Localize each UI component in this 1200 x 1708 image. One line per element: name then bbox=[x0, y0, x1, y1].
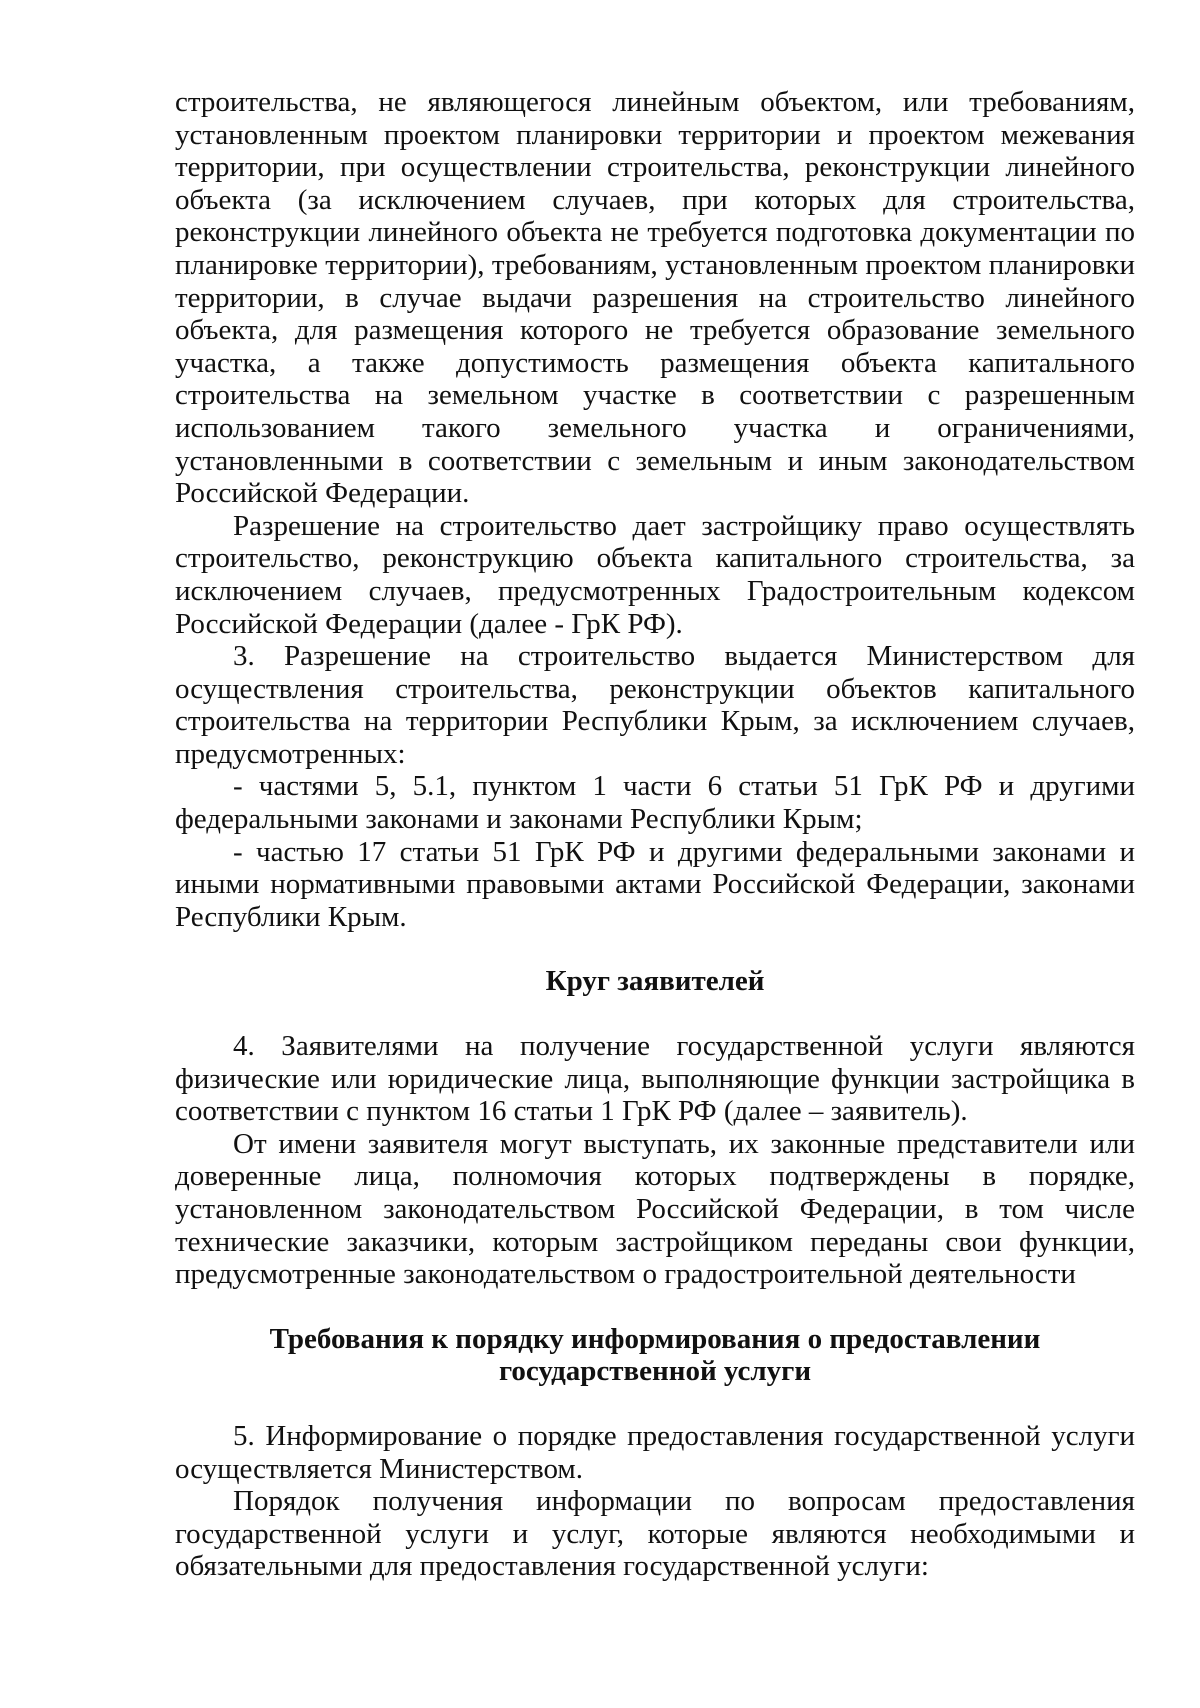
paragraph-list-item-2: - частью 17 статьи 51 ГрК РФ и другими федеральными законами и иными нормативными правовыми актами Российской Федерации, законами Республики Крым. bbox=[175, 835, 1135, 933]
spacer bbox=[175, 998, 1135, 1030]
paragraph-item-4: 4. Заявителями на получение государственной услуги являются физические или юридические лица, выполняющие функции застройщика в соответствии с пунктом 16 статьи 1 ГрК РФ (далее – заявитель). bbox=[175, 1030, 1135, 1128]
section-heading-informing-line-2: государственной услуги bbox=[498, 1355, 812, 1388]
document-body bbox=[175, 86, 1135, 1583]
spacer bbox=[175, 933, 1135, 965]
paragraph-list-item-1: - частями 5, 5.1, пунктом 1 части 6 статьи 51 ГрК РФ и другими федеральными законами и законами Республики Крым; bbox=[175, 770, 1135, 836]
paragraph-continuation: строительства, не являющегося линейным объектом, или требованиям, установленным проектом планировки территории и проектом межевания территории, при осуществлении строительства, реконструкции линейного объекта (за исключением случаев, при которых для строительства, реконструкции линейного объекта не требуется подготовка документации по планировке территории), требованиям, установленным проектом планировки территории, в случае выдачи разрешения на строительство линейного объекта, для размещения которого не требуется образование земельного участка, а также допустимость размещения объекта капитального строительства на земельном участке в соответствии с разрешенным использованием такого земельного участка и ограничениями, установленными в соответствии с земельным и иным законодательством Российской Федерации. bbox=[175, 86, 1135, 510]
section-heading-applicants: Круг заявителей bbox=[545, 965, 765, 998]
paragraph-representatives: От имени заявителя могут выступать, их законные представители или доверенные лица, полномочия которых подтверждены в порядке, установленном законодательством Российской Федерации, в том числе технические заказчики, которым застройщиком переданы свои функции, предусмотренные законодательством о градостроительной деятельности bbox=[175, 1127, 1135, 1291]
paragraph-info-procedure: Порядок получения информации по вопросам предоставления государственной услуги и услуг, которые являются необходимыми и обязательными для предоставления государственной услуги: bbox=[175, 1485, 1135, 1583]
paragraph-permit-rights: Разрешение на строительство дает застройщику право осуществлять строительство, реконструкцию объекта капитального строительства, за исключением случаев, предусмотренных Градостроительным кодексом Российской Федерации (далее - ГрК РФ). bbox=[175, 509, 1135, 640]
section-heading-informing-line-1: Требования к порядку информирования о предоставлении bbox=[269, 1322, 1041, 1355]
paragraph-item-3: 3. Разрешение на строительство выдается Министерством для осуществления строительства, реконструкции объектов капитального строительства на территории Республики Крым, за исключением случаев, предусмотренных: bbox=[175, 640, 1135, 770]
spacer bbox=[175, 1291, 1135, 1323]
spacer bbox=[175, 1388, 1135, 1420]
paragraph-item-5: 5. Информирование о порядке предоставления государственной услуги осуществляется Министерством. bbox=[175, 1419, 1135, 1485]
